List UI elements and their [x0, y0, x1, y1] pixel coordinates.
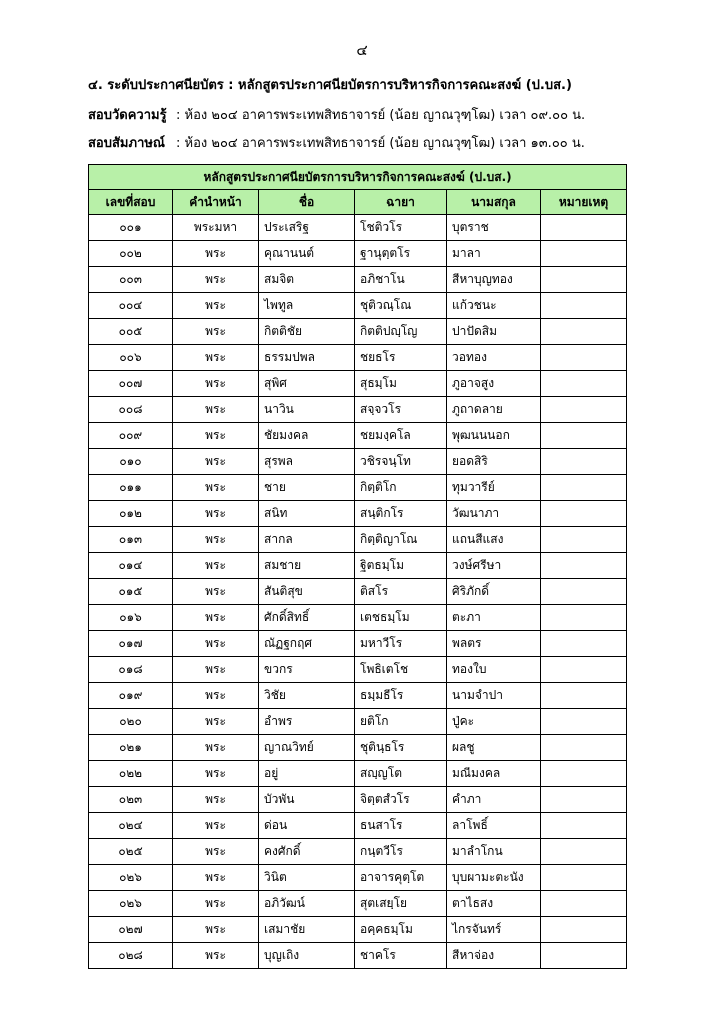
monastic-name-cell: จิตฺตสํวโร	[355, 787, 447, 813]
exam-number-cell: ๐๐๘	[89, 397, 173, 423]
first-name-cell: ศักดิ์สิทธิ์	[259, 605, 355, 631]
monastic-name-cell: สญฺญโต	[355, 761, 447, 787]
table-row	[89, 215, 627, 241]
remark-cell	[541, 267, 627, 293]
exam-number-cell: ๐๐๒	[89, 241, 173, 267]
first-name-cell: อยู่	[259, 761, 355, 787]
prefix-cell: พระ	[173, 423, 259, 449]
monastic-name-cell: ชุตินฺธโร	[355, 735, 447, 761]
exam-interview-line	[88, 132, 585, 153]
monastic-name-cell: อภิชาโน	[355, 267, 447, 293]
remark-cell	[541, 917, 627, 943]
prefix-cell: พระ	[173, 761, 259, 787]
monastic-name-cell: วชิรจนฺโท	[355, 449, 447, 475]
table-row	[89, 865, 627, 891]
prefix-cell: พระ	[173, 839, 259, 865]
prefix-cell: พระ	[173, 475, 259, 501]
prefix-cell: พระ	[173, 449, 259, 475]
surname-cell: ผลชู	[447, 735, 541, 761]
monastic-name-cell: สจฺจวโร	[355, 397, 447, 423]
monastic-name-cell: กนฺตวีโร	[355, 839, 447, 865]
table-row	[89, 787, 627, 813]
remark-cell	[541, 943, 627, 969]
surname-cell: ปาปัดสิม	[447, 319, 541, 345]
surname-cell: แก้วชนะ	[447, 293, 541, 319]
monastic-name-cell: กิตฺติญาโณ	[355, 527, 447, 553]
first-name-cell: บัวพัน	[259, 787, 355, 813]
first-name-cell: สันติสุข	[259, 579, 355, 605]
monastic-name-cell: ชุติวณฺโณ	[355, 293, 447, 319]
monastic-name-cell: โชติวโร	[355, 215, 447, 241]
surname-cell: ปู่คะ	[447, 709, 541, 735]
monastic-name-cell: ธนสาโร	[355, 813, 447, 839]
remark-cell	[541, 397, 627, 423]
first-name-cell: สากล	[259, 527, 355, 553]
header-first-name: ชื่อ	[259, 190, 355, 215]
exam-interview-detail: : ห้อง ๒๐๔ อาคารพระเทพสิทธาจารย์ (น้อย ญาณวุฑฺโฒ) เวลา ๑๓.๐๐ น.	[176, 136, 585, 151]
remark-cell	[541, 319, 627, 345]
surname-cell: ตะภา	[447, 605, 541, 631]
remark-cell	[541, 631, 627, 657]
exam-number-cell: ๐๑๑	[89, 475, 173, 501]
exam-number-cell: ๐๑๖	[89, 605, 173, 631]
exam-number-cell: ๐๒๕	[89, 839, 173, 865]
exam-knowledge-label: สอบวัดความรู้	[88, 108, 167, 123]
exam-number-cell: ๐๐๕	[89, 319, 173, 345]
table-row	[89, 475, 627, 501]
monastic-name-cell: เตชธมฺโม	[355, 605, 447, 631]
monastic-name-cell: ชยมงฺคโล	[355, 423, 447, 449]
remark-cell	[541, 215, 627, 241]
first-name-cell: สมชาย	[259, 553, 355, 579]
prefix-cell: พระ	[173, 865, 259, 891]
prefix-cell: พระ	[173, 891, 259, 917]
prefix-cell: พระ	[173, 371, 259, 397]
prefix-cell: พระ	[173, 579, 259, 605]
prefix-cell: พระ	[173, 605, 259, 631]
remark-cell	[541, 345, 627, 371]
exam-number-cell: ๐๐๔	[89, 293, 173, 319]
exam-number-cell: ๐๒๒	[89, 761, 173, 787]
exam-number-cell: ๐๐๗	[89, 371, 173, 397]
monastic-name-cell: มหาวีโร	[355, 631, 447, 657]
exam-number-cell: ๐๐๑	[89, 215, 173, 241]
prefix-cell: พระ	[173, 501, 259, 527]
exam-number-cell: ๐๑๔	[89, 553, 173, 579]
remark-cell	[541, 241, 627, 267]
first-name-cell: สุพิศ	[259, 371, 355, 397]
surname-cell: ไกรจันทร์	[447, 917, 541, 943]
first-name-cell: คุณานนต์	[259, 241, 355, 267]
surname-cell: บุบผามะตะนัง	[447, 865, 541, 891]
remark-cell	[541, 475, 627, 501]
monastic-name-cell: กิตฺติโก	[355, 475, 447, 501]
surname-cell: ตาไธสง	[447, 891, 541, 917]
surname-cell: มาลา	[447, 241, 541, 267]
exam-number-cell: ๐๑๒	[89, 501, 173, 527]
exam-number-cell: ๐๒๓	[89, 787, 173, 813]
remark-cell	[541, 683, 627, 709]
exam-number-cell: ๐๑๗	[89, 631, 173, 657]
remark-cell	[541, 579, 627, 605]
prefix-cell: พระ	[173, 293, 259, 319]
first-name-cell: ญาณวิทย์	[259, 735, 355, 761]
first-name-cell: อำพร	[259, 709, 355, 735]
remark-cell	[541, 787, 627, 813]
exam-number-cell: ๐๐๖	[89, 345, 173, 371]
table-title: หลักสูตรประกาศนียบัตรการบริหารกิจการคณะสงฆ์ (ป.บส.)	[89, 165, 627, 190]
surname-cell: พุฒนนนอก	[447, 423, 541, 449]
first-name-cell: เสมาชัย	[259, 917, 355, 943]
remark-cell	[541, 371, 627, 397]
first-name-cell: ธรรมปพล	[259, 345, 355, 371]
table-row	[89, 579, 627, 605]
first-name-cell: วิชัย	[259, 683, 355, 709]
prefix-cell: พระ	[173, 657, 259, 683]
first-name-cell: อภิวัฒน์	[259, 891, 355, 917]
surname-cell: แถนสีแสง	[447, 527, 541, 553]
prefix-cell: พระ	[173, 709, 259, 735]
prefix-cell: พระ	[173, 319, 259, 345]
remark-cell	[541, 527, 627, 553]
monastic-name-cell: อคฺคธมฺโม	[355, 917, 447, 943]
exam-number-cell: ๐๑๙	[89, 683, 173, 709]
page-number: ๔	[356, 41, 368, 59]
surname-cell: ยอดสิริ	[447, 449, 541, 475]
first-name-cell: นาวิน	[259, 397, 355, 423]
first-name-cell: ประเสริฐ	[259, 215, 355, 241]
prefix-cell: พระ	[173, 813, 259, 839]
surname-cell: ทุมวารีย์	[447, 475, 541, 501]
table-row	[89, 397, 627, 423]
table-row	[89, 241, 627, 267]
first-name-cell: ชัยมงคล	[259, 423, 355, 449]
table-row	[89, 631, 627, 657]
header-remark: หมายเหตุ	[541, 190, 627, 215]
exam-number-cell: ๐๐๙	[89, 423, 173, 449]
remark-cell	[541, 423, 627, 449]
header-surname: นามสกุล	[447, 190, 541, 215]
surname-cell: คำภา	[447, 787, 541, 813]
header-monastic-name: ฉายา	[355, 190, 447, 215]
section-heading: ๔. ระดับประกาศนียบัตร : หลักสูตรประกาศนียบัตรการบริหารกิจการคณะสงฆ์ (ป.บส.)	[88, 78, 572, 93]
table-row	[89, 761, 627, 787]
first-name-cell: ชาย	[259, 475, 355, 501]
prefix-cell: พระ	[173, 735, 259, 761]
table-row	[89, 423, 627, 449]
table-row	[89, 813, 627, 839]
surname-cell: สีหาจ่อง	[447, 943, 541, 969]
surname-cell: ลาโพธิ์	[447, 813, 541, 839]
remark-cell	[541, 501, 627, 527]
monastic-name-cell: สุตเสยฺโย	[355, 891, 447, 917]
first-name-cell: ณัฏฐกฤศ	[259, 631, 355, 657]
table-row	[89, 735, 627, 761]
remark-cell	[541, 709, 627, 735]
monastic-name-cell: โพธิเตโช	[355, 657, 447, 683]
table-row	[89, 371, 627, 397]
exam-number-cell: ๐๒๑	[89, 735, 173, 761]
table-row	[89, 709, 627, 735]
table-row	[89, 605, 627, 631]
surname-cell: วัฒนาภา	[447, 501, 541, 527]
table-row	[89, 501, 627, 527]
exam-number-cell: ๐๑๘	[89, 657, 173, 683]
surname-cell: มณีมงคล	[447, 761, 541, 787]
surname-cell: นามจำปา	[447, 683, 541, 709]
table-row	[89, 683, 627, 709]
candidate-table	[88, 164, 627, 969]
exam-knowledge-line	[88, 104, 585, 125]
remark-cell	[541, 891, 627, 917]
table-row	[89, 293, 627, 319]
prefix-cell: พระ	[173, 241, 259, 267]
prefix-cell: พระ	[173, 267, 259, 293]
exam-number-cell: ๐๑๓	[89, 527, 173, 553]
monastic-name-cell: ฐานุตฺตโร	[355, 241, 447, 267]
prefix-cell: พระ	[173, 397, 259, 423]
exam-number-cell: ๐๒๔	[89, 813, 173, 839]
table-row	[89, 657, 627, 683]
exam-number-cell: ๐๒๐	[89, 709, 173, 735]
monastic-name-cell: กิตติปญฺโญ	[355, 319, 447, 345]
surname-cell: พลตร	[447, 631, 541, 657]
monastic-name-cell: ธมฺมธีโร	[355, 683, 447, 709]
surname-cell: ภูถาดลาย	[447, 397, 541, 423]
exam-number-cell: ๐๒๖	[89, 891, 173, 917]
prefix-cell: พระ	[173, 527, 259, 553]
exam-number-cell: ๐๐๓	[89, 267, 173, 293]
exam-number-cell: ๐๒๗	[89, 917, 173, 943]
surname-cell: สีหาบุญทอง	[447, 267, 541, 293]
remark-cell	[541, 449, 627, 475]
first-name-cell: วินิต	[259, 865, 355, 891]
exam-number-cell: ๐๒๖	[89, 865, 173, 891]
prefix-cell: พระ	[173, 345, 259, 371]
remark-cell	[541, 293, 627, 319]
monastic-name-cell: อาจารคุตฺโต	[355, 865, 447, 891]
table-body	[89, 215, 627, 969]
remark-cell	[541, 813, 627, 839]
table-header-row	[89, 190, 627, 215]
first-name-cell: กิตติชัย	[259, 319, 355, 345]
monastic-name-cell: สุธมฺโม	[355, 371, 447, 397]
remark-cell	[541, 657, 627, 683]
surname-cell: ศิริภักดิ์	[447, 579, 541, 605]
prefix-cell: พระ	[173, 631, 259, 657]
table-row	[89, 553, 627, 579]
prefix-cell: พระ	[173, 943, 259, 969]
monastic-name-cell: ฐิตธมฺโม	[355, 553, 447, 579]
table-row	[89, 891, 627, 917]
remark-cell	[541, 735, 627, 761]
header-exam-number: เลขที่สอบ	[89, 190, 173, 215]
prefix-cell: พระ	[173, 553, 259, 579]
first-name-cell: ไพทูล	[259, 293, 355, 319]
first-name-cell: ขวกร	[259, 657, 355, 683]
remark-cell	[541, 553, 627, 579]
surname-cell: ภูอาจสูง	[447, 371, 541, 397]
exam-number-cell: ๐๒๘	[89, 943, 173, 969]
table-row	[89, 345, 627, 371]
table-row	[89, 527, 627, 553]
prefix-cell: พระ	[173, 917, 259, 943]
monastic-name-cell: ชาคโร	[355, 943, 447, 969]
surname-cell: บุตราช	[447, 215, 541, 241]
remark-cell	[541, 839, 627, 865]
table-row	[89, 943, 627, 969]
exam-knowledge-detail: : ห้อง ๒๐๔ อาคารพระเทพสิทธาจารย์ (น้อย ญาณวุฑฺโฒ) เวลา ๐๙.๐๐ น.	[176, 108, 586, 123]
prefix-cell: พระมหา	[173, 215, 259, 241]
table-row	[89, 267, 627, 293]
prefix-cell: พระ	[173, 787, 259, 813]
monastic-name-cell: ยติโก	[355, 709, 447, 735]
first-name-cell: คงศักดิ์	[259, 839, 355, 865]
monastic-name-cell: ชยธโร	[355, 345, 447, 371]
exam-interview-label: สอบสัมภาษณ์	[88, 136, 165, 151]
remark-cell	[541, 605, 627, 631]
header-prefix: คำนำหน้า	[173, 190, 259, 215]
table-row	[89, 319, 627, 345]
prefix-cell: พระ	[173, 683, 259, 709]
exam-number-cell: ๐๑๐	[89, 449, 173, 475]
table-row	[89, 839, 627, 865]
surname-cell: วงษ์ศรีษา	[447, 553, 541, 579]
first-name-cell: สมจิต	[259, 267, 355, 293]
remark-cell	[541, 761, 627, 787]
monastic-name-cell: ติสโร	[355, 579, 447, 605]
first-name-cell: สนิท	[259, 501, 355, 527]
monastic-name-cell: สนฺติกโร	[355, 501, 447, 527]
first-name-cell: ด่อน	[259, 813, 355, 839]
remark-cell	[541, 865, 627, 891]
surname-cell: ทองใบ	[447, 657, 541, 683]
exam-number-cell: ๐๑๕	[89, 579, 173, 605]
surname-cell: มาลำโกน	[447, 839, 541, 865]
first-name-cell: สุรพล	[259, 449, 355, 475]
table-row	[89, 449, 627, 475]
first-name-cell: บุญเถิง	[259, 943, 355, 969]
surname-cell: วอทอง	[447, 345, 541, 371]
table-row	[89, 917, 627, 943]
